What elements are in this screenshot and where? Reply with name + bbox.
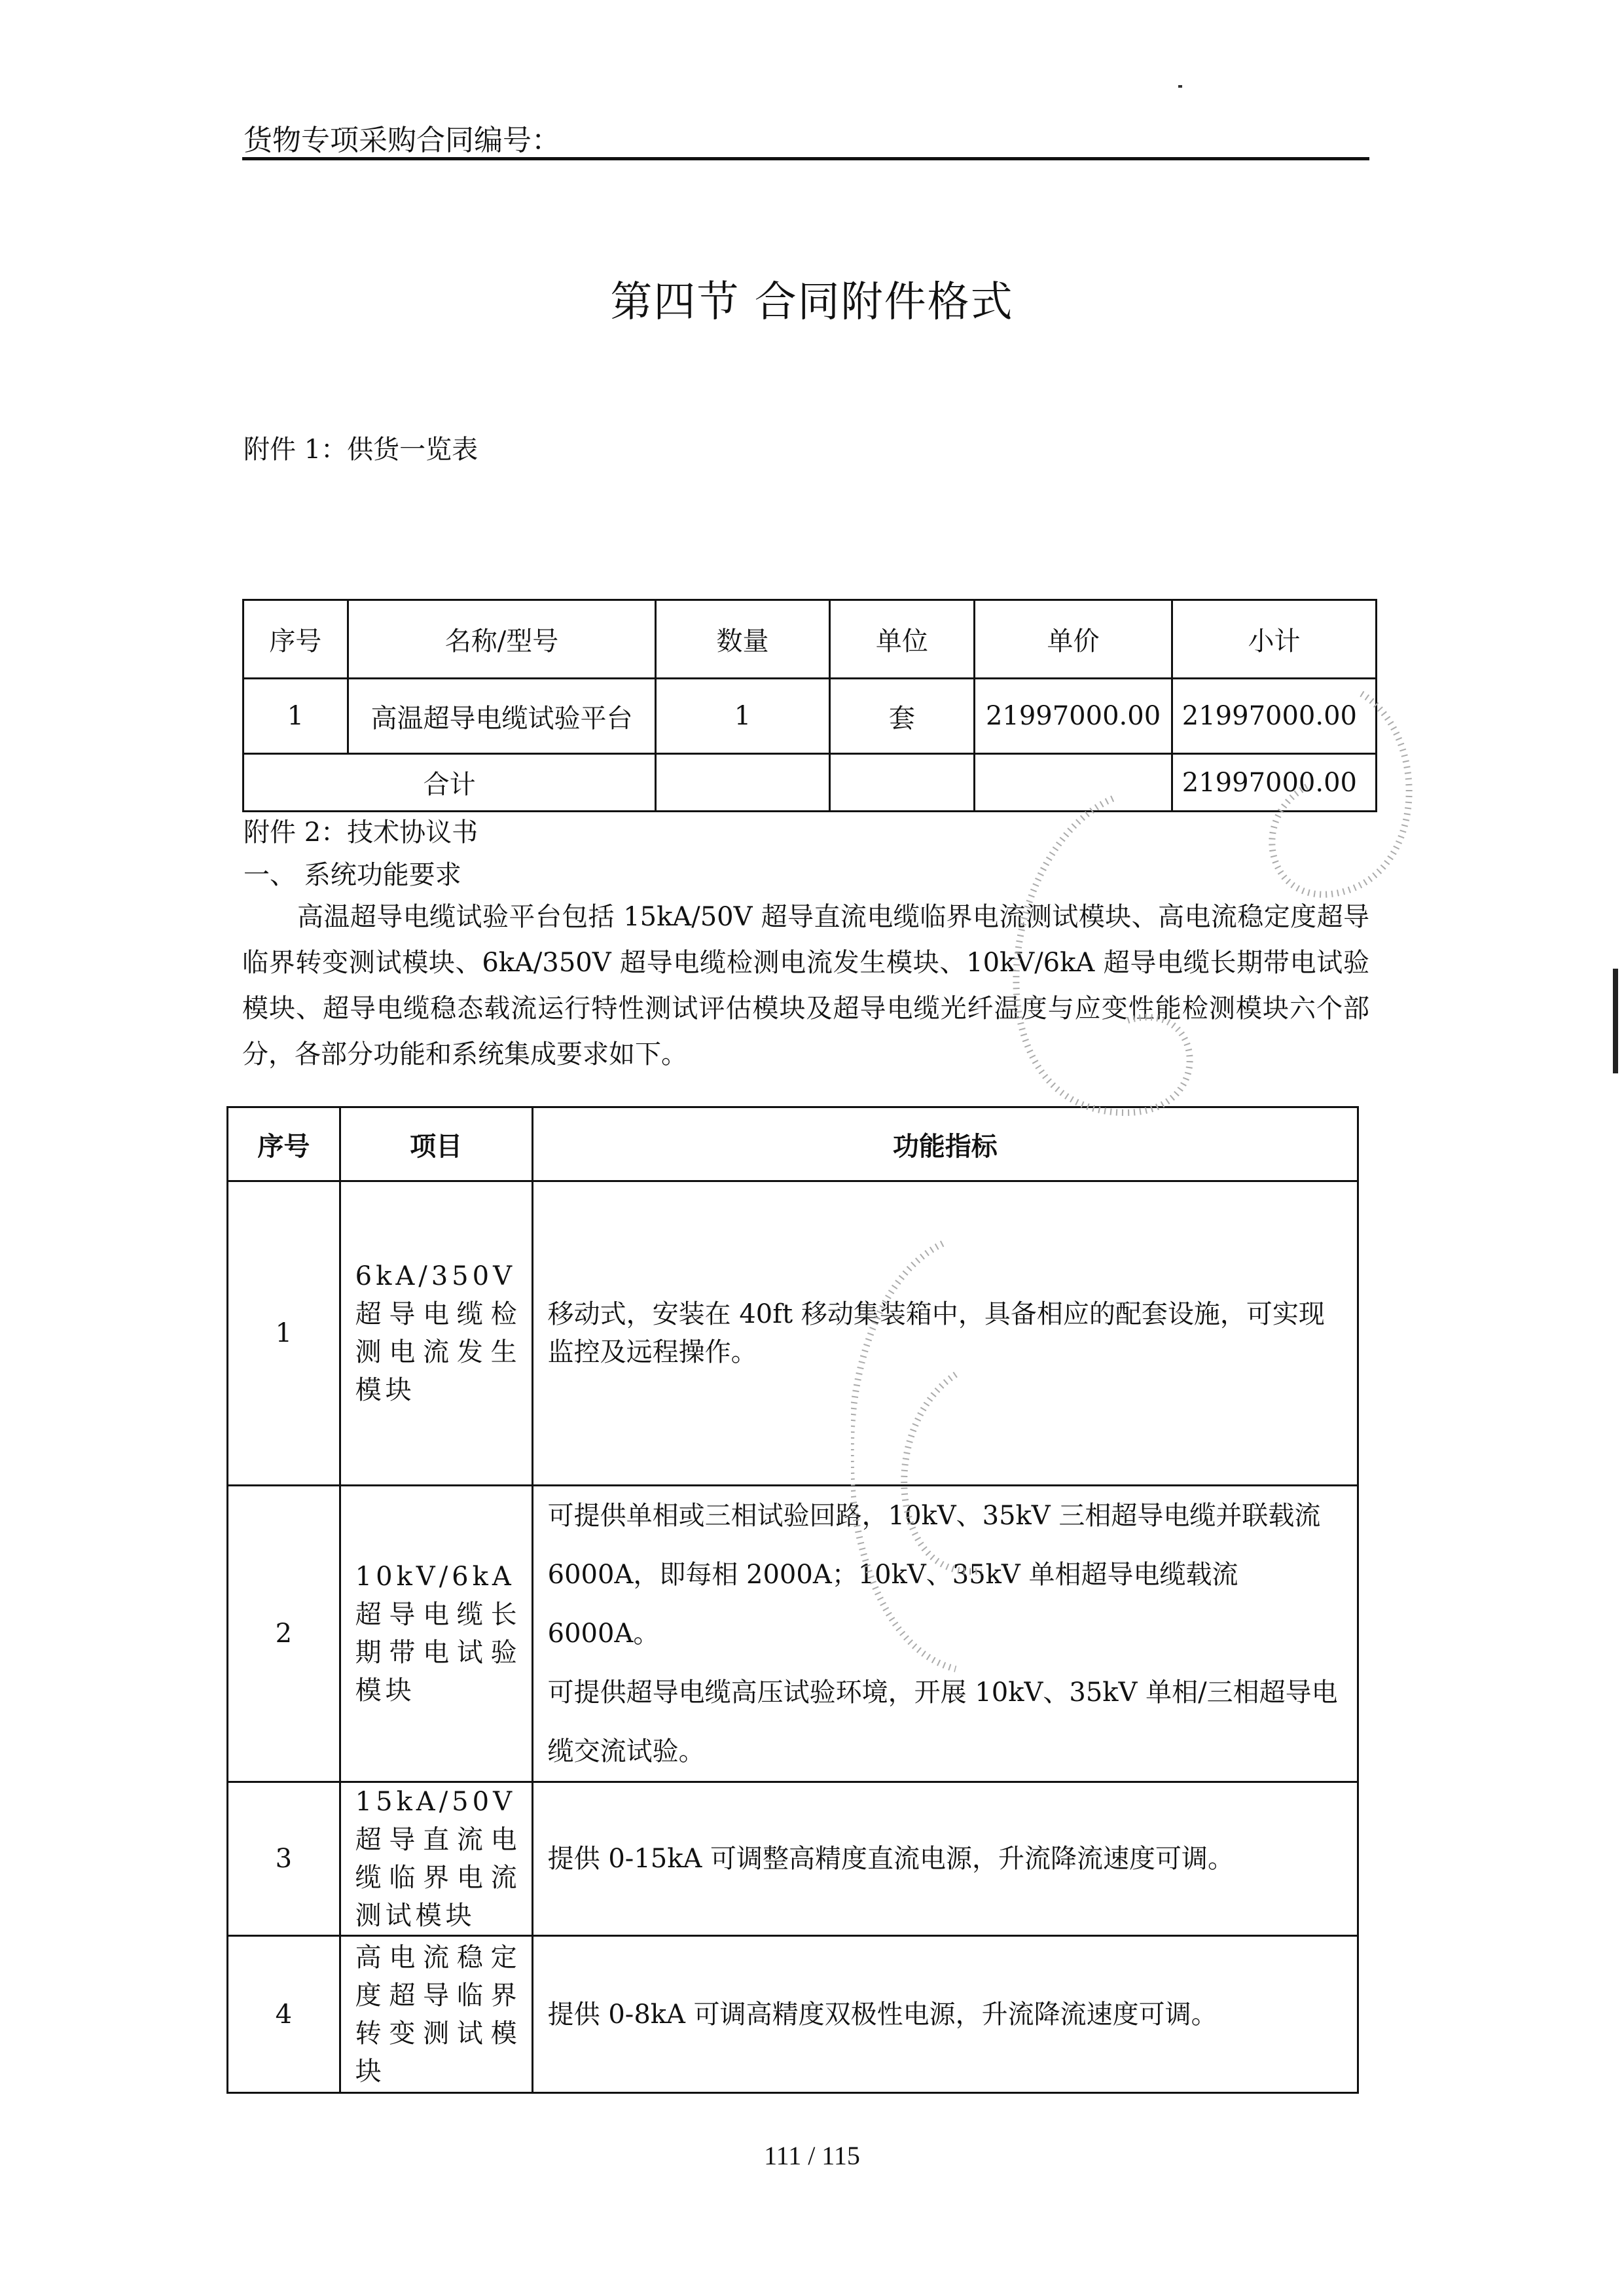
row-item: 6kA/350V 超导电缆检测电流发生模块: [340, 1181, 532, 1486]
row-no: 1: [228, 1181, 340, 1486]
header-cell: 数量: [656, 600, 829, 679]
row-item: 15kA/50V 超导直流电缆临界电流测试模块: [340, 1782, 532, 1936]
page-number: 111 / 115: [764, 2141, 860, 2170]
row-no: 4: [228, 1936, 340, 2093]
table-row: [228, 1181, 1358, 1486]
intro-paragraph: 高温超导电缆试验平台包括 15kA/50V 超导直流电缆临界电流测试模块、高电流稳定度超导临界转变测试模块、6kA/350V 超导电缆检测电流发生模块、10kV/6kA 超导电缆长期带电试验模块、超导电缆稳态载流运行特性测试评估模块及超导电缆光纤温度与应变性能检测模块六个部分，各部分功能和系统集成要求如下。: [242, 902, 1369, 1069]
table-header-row: [244, 600, 1377, 679]
row-no: 1: [244, 679, 348, 754]
table-header-row: [228, 1107, 1358, 1181]
row-desc: 提供 0-8kA 可调高精度双极性电源，升流降流速度可调。: [532, 1936, 1358, 2093]
total-row: [244, 754, 1377, 812]
row-unit-price: 21997000.00: [975, 679, 1172, 754]
desc-line: 可提供超导电缆高压试验环境，开展 10kV、35kV 单相/三相超导电缆交流试验。: [547, 1677, 1338, 1767]
table-row: [228, 1782, 1358, 1936]
total-value: 21997000.00: [1172, 754, 1377, 812]
row-no: 3: [228, 1782, 340, 1936]
table-row: [228, 1486, 1358, 1782]
header-cell: 名称/型号: [348, 600, 656, 679]
attachment1-label: 附件 1：供货一览表: [244, 435, 478, 465]
empty-cell: [975, 754, 1172, 812]
row-no: 2: [228, 1486, 340, 1782]
section-title: 第四节 合同附件格式: [610, 278, 1014, 327]
header-cell: 单价: [975, 600, 1172, 679]
empty-cell: [829, 754, 974, 812]
header-cell: 小计: [1172, 600, 1377, 679]
row-desc: [532, 1486, 1358, 1782]
row-unit: 套: [829, 679, 974, 754]
section1-heading: 一、 系统功能要求: [244, 860, 461, 890]
header-rule: [242, 157, 1369, 160]
table-row: [228, 1936, 1358, 2093]
row-name: 高温超导电缆试验平台: [348, 679, 656, 754]
scan-edge-mark: [1613, 969, 1618, 1073]
supply-list-table: [242, 599, 1377, 812]
header-cell: 项目: [340, 1107, 532, 1181]
row-desc: 提供 0-15kA 可调整高精度直流电源，升流降流速度可调。: [532, 1782, 1358, 1936]
header-cell: 序号: [244, 600, 348, 679]
desc-line: 可提供单相或三相试验回路，10kV、35kV 三相超导电缆并联载流 6000A，即每相 2000A；10kV、35kV 单相超导电缆载流 6000A。: [547, 1501, 1321, 1649]
row-item: 高电流稳定度超导临界转变测试模块: [340, 1936, 532, 2093]
total-label: 合计: [244, 754, 656, 812]
table-row: [244, 679, 1377, 754]
row-desc: 移动式，安装在 40ft 移动集装箱中，具备相应的配套设施，可实现监控及远程操作。: [532, 1181, 1358, 1486]
empty-cell: [656, 754, 829, 812]
row-item: 10kV/6kA 超导电缆长期带电试验模块: [340, 1486, 532, 1782]
scan-speck: [1178, 85, 1182, 88]
attachment2-label: 附件 2：技术协议书: [244, 817, 478, 848]
header-cell: 单位: [829, 600, 974, 679]
contract-number-label: 货物专项采购合同编号：: [244, 124, 560, 157]
row-subtotal: 21997000.00: [1172, 679, 1377, 754]
header-cell: 序号: [228, 1107, 340, 1181]
row-qty: 1: [656, 679, 829, 754]
header-cell: 功能指标: [532, 1107, 1358, 1181]
function-spec-table: [226, 1106, 1359, 2094]
